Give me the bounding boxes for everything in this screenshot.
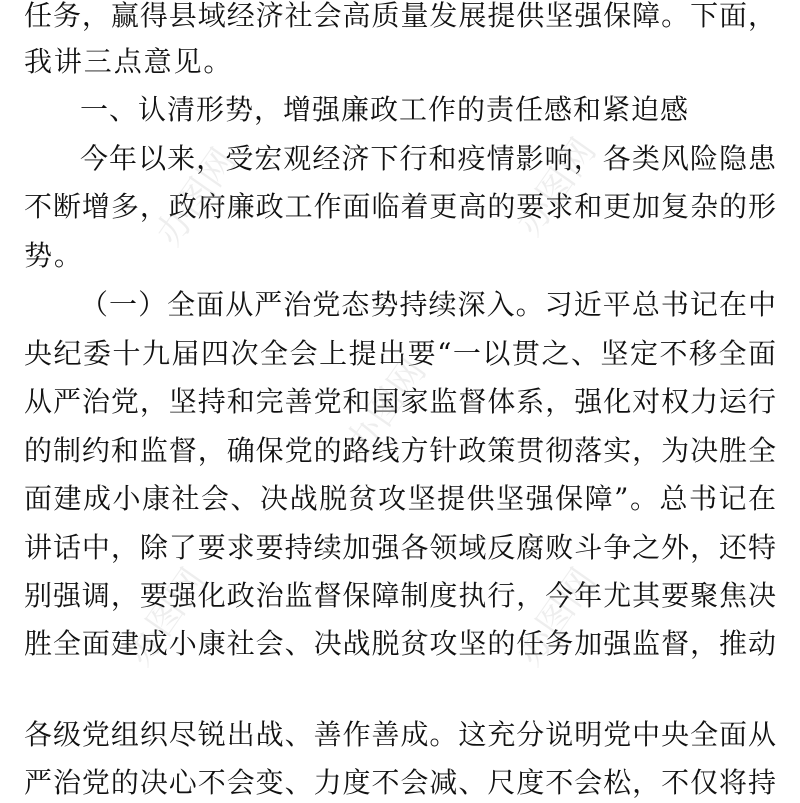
text-line: 任务，赢得县域经济社会高质量发展提供坚强保障。下面， [24,0,776,32]
text-line: 央纪委十九届四次全会上提出要“一以贯之、坚定不移全面 [24,337,776,370]
text-line: 严治党的决心不会变、力度不会减、尺度不会松，不仅将持 [24,766,776,799]
text-line: 讲话中，除了要求要持续加强各领域反腐败斗争之外，还特 [24,531,776,564]
watermark: 办图网 [338,351,435,464]
watermark: 办图网 [508,561,605,674]
watermark: 办图网 [508,131,605,244]
text-line: 我讲三点意见。 [24,45,234,78]
text-line: 胜全面建成小康社会、决战脱贫攻坚的任务加强监督，推动 [24,627,776,660]
section-heading: 一、认清形势，增强廉政工作的责任感和紧迫感 [80,93,690,126]
watermark: 办图网 [148,141,245,254]
text-line: （一）全面从严治党态势持续深入。习近平总书记在中 [80,288,776,321]
text-line: 从严治党，坚持和完善党和国家监督体系，强化对权力运行 [24,385,776,418]
text-line: 今年以来，受宏观经济下行和疫情影响，各类风险隐患 [80,142,776,175]
watermark: 办图网 [118,561,215,674]
text-line: 的制约和监督，确保党的路线方针政策贯彻落实，为决胜全 [24,434,776,467]
text-line: 各级党组织尽锐出战、善作善成。这充分说明党中央全面从 [24,718,776,751]
text-line: 面建成小康社会、决战脱贫攻坚提供坚强保障”。总书记在 [24,482,776,515]
text-line: 势。 [24,239,84,272]
text-line: 不断增多，政府廉政工作面临着更高的要求和更加复杂的形 [24,190,776,223]
text-line: 别强调，要强化政治监督保障制度执行，今年尤其要聚焦决 [24,579,776,612]
